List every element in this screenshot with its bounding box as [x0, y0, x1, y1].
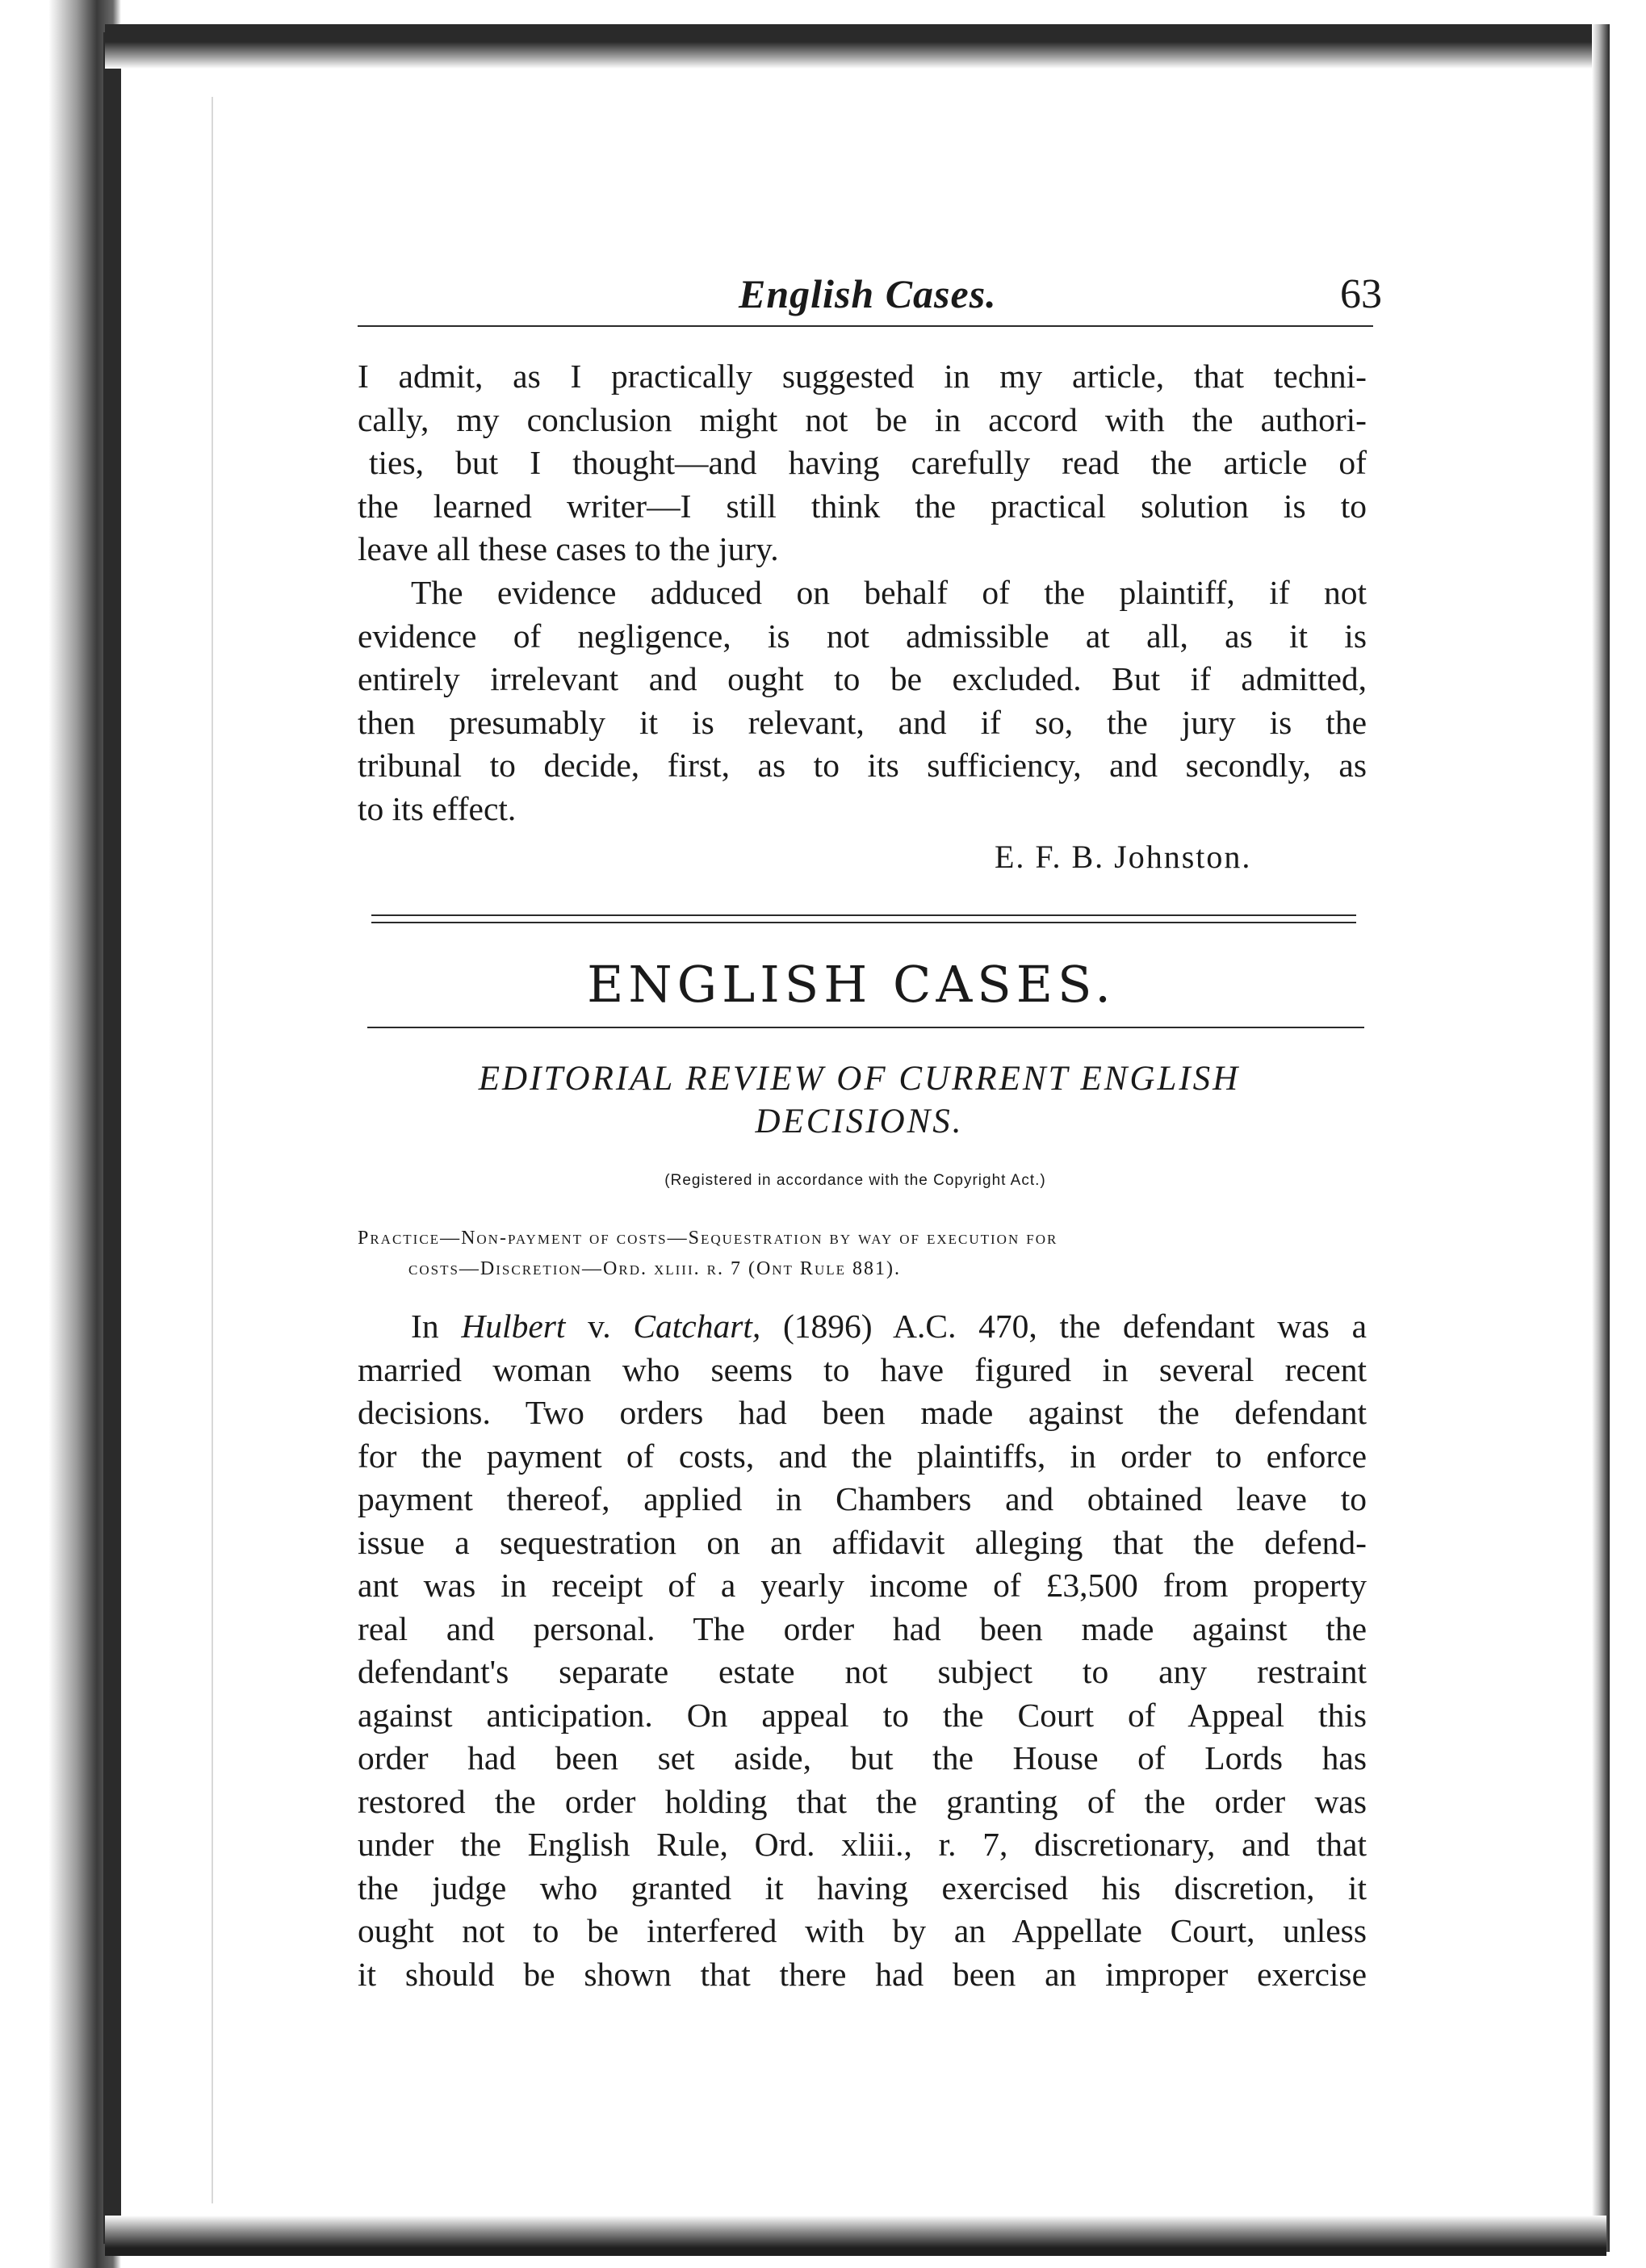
text-line: I admit, as I practically suggested in my article, that techni-	[358, 358, 1367, 395]
section-rule-top-2	[371, 922, 1356, 923]
text-line: real and personal. The order had been made against the	[358, 1609, 1367, 1647]
text-line: entirely irrelevant and ought to be excluded. But if admitted,	[358, 660, 1367, 697]
text-line: ties, but I thought—and having carefully read the article of	[369, 444, 1367, 481]
scan-bottom-edge	[105, 2216, 1606, 2256]
text-line: payment thereof, applied in Chambers and obtained leave to	[358, 1480, 1367, 1517]
author-signature: E. F. B. Johnston.	[995, 839, 1252, 875]
section-title: ENGLISH CASES.	[587, 955, 1116, 1014]
section-rule-top-1	[371, 914, 1356, 916]
text-line: the judge who granted it having exercised his discretion, it	[358, 1868, 1367, 1906]
text-line: defendant's separate estate not subject to any restraint	[358, 1653, 1367, 1690]
text-line: for the payment of costs, and the plaintiffs, in order to enforce	[358, 1437, 1367, 1475]
scan-top-edge	[105, 24, 1606, 69]
text-line: under the English Rule, Ord. xliii., r. 7, discretionary, and that	[358, 1826, 1367, 1863]
citation-text: (1896) A.C. 470, the defendant was a	[760, 1308, 1367, 1345]
text-prefix: In	[411, 1308, 462, 1345]
text-line: married woman who seems to have figured in several recent	[358, 1350, 1367, 1388]
running-head: English Cases.	[739, 271, 997, 316]
letter-paragraph-1	[358, 355, 1367, 571]
text-line: order had been set aside, but the House of Lords has	[358, 1739, 1367, 1776]
text-line: leave all these cases to the jury.	[358, 530, 779, 567]
text-line: The evidence adduced on behalf of the plaintiff, if not	[411, 574, 1367, 611]
section-subtitle-line-1: EDITORIAL REVIEW OF CURRENT ENGLISH	[478, 1060, 1241, 1098]
section-subtitle-line-2: DECISIONS.	[755, 1103, 964, 1140]
text-line: against anticipation. On appeal to the Court of Appeal this	[358, 1696, 1367, 1734]
text-line: evidence of negligence, is not admissible at all, as it is	[358, 617, 1367, 655]
text-line: then presumably it is relevant, and if so, the jury is the	[358, 703, 1367, 741]
case-party-2: Catchart,	[633, 1308, 761, 1345]
text-line: ant was in receipt of a yearly income of £3,500 from property	[358, 1567, 1367, 1604]
text-line: decisions. Two orders had been made against the defendant	[358, 1394, 1367, 1431]
text-line: cally, my conclusion might not be in accord with the authori-	[358, 400, 1367, 438]
text-line: it should be shown that there had been an improper exercise	[358, 1955, 1367, 1993]
catchwords-line-2: costs—Discretion—Ord. xliii. r. 7 (Ont Rule 881).	[408, 1258, 901, 1279]
text-line: restored the order holding that the granting of the order was	[358, 1782, 1367, 1820]
catchwords-line-1: Practice—Non-payment of costs—Sequestration by way of execution for	[358, 1228, 1058, 1249]
page-crease	[212, 97, 213, 2203]
letter-paragraph-2	[358, 571, 1367, 831]
text-line: the learned writer—I still think the practical solution is to	[358, 487, 1367, 525]
section-rule-bottom	[367, 1027, 1364, 1028]
case-paragraph	[358, 1305, 1367, 1996]
text-line: to its effect.	[358, 789, 517, 827]
versus-text: v.	[565, 1308, 634, 1345]
text-line	[358, 1305, 1367, 1349]
text-line: ought not to be interfered with by an Appellate Court, unless	[358, 1912, 1367, 1949]
page-number: 63	[1340, 271, 1382, 317]
text-line: tribunal to decide, first, as to its sufficiency, and secondly, as	[358, 747, 1367, 784]
case-party-1: Hulbert	[461, 1308, 566, 1345]
copyright-note: (Registered in accordance with the Copyright Act.)	[664, 1172, 1046, 1189]
case-catchwords	[358, 1223, 1347, 1284]
header-rule	[358, 325, 1373, 327]
text-line: issue a sequestration on an affidavit alleging that the defend-	[358, 1523, 1367, 1561]
